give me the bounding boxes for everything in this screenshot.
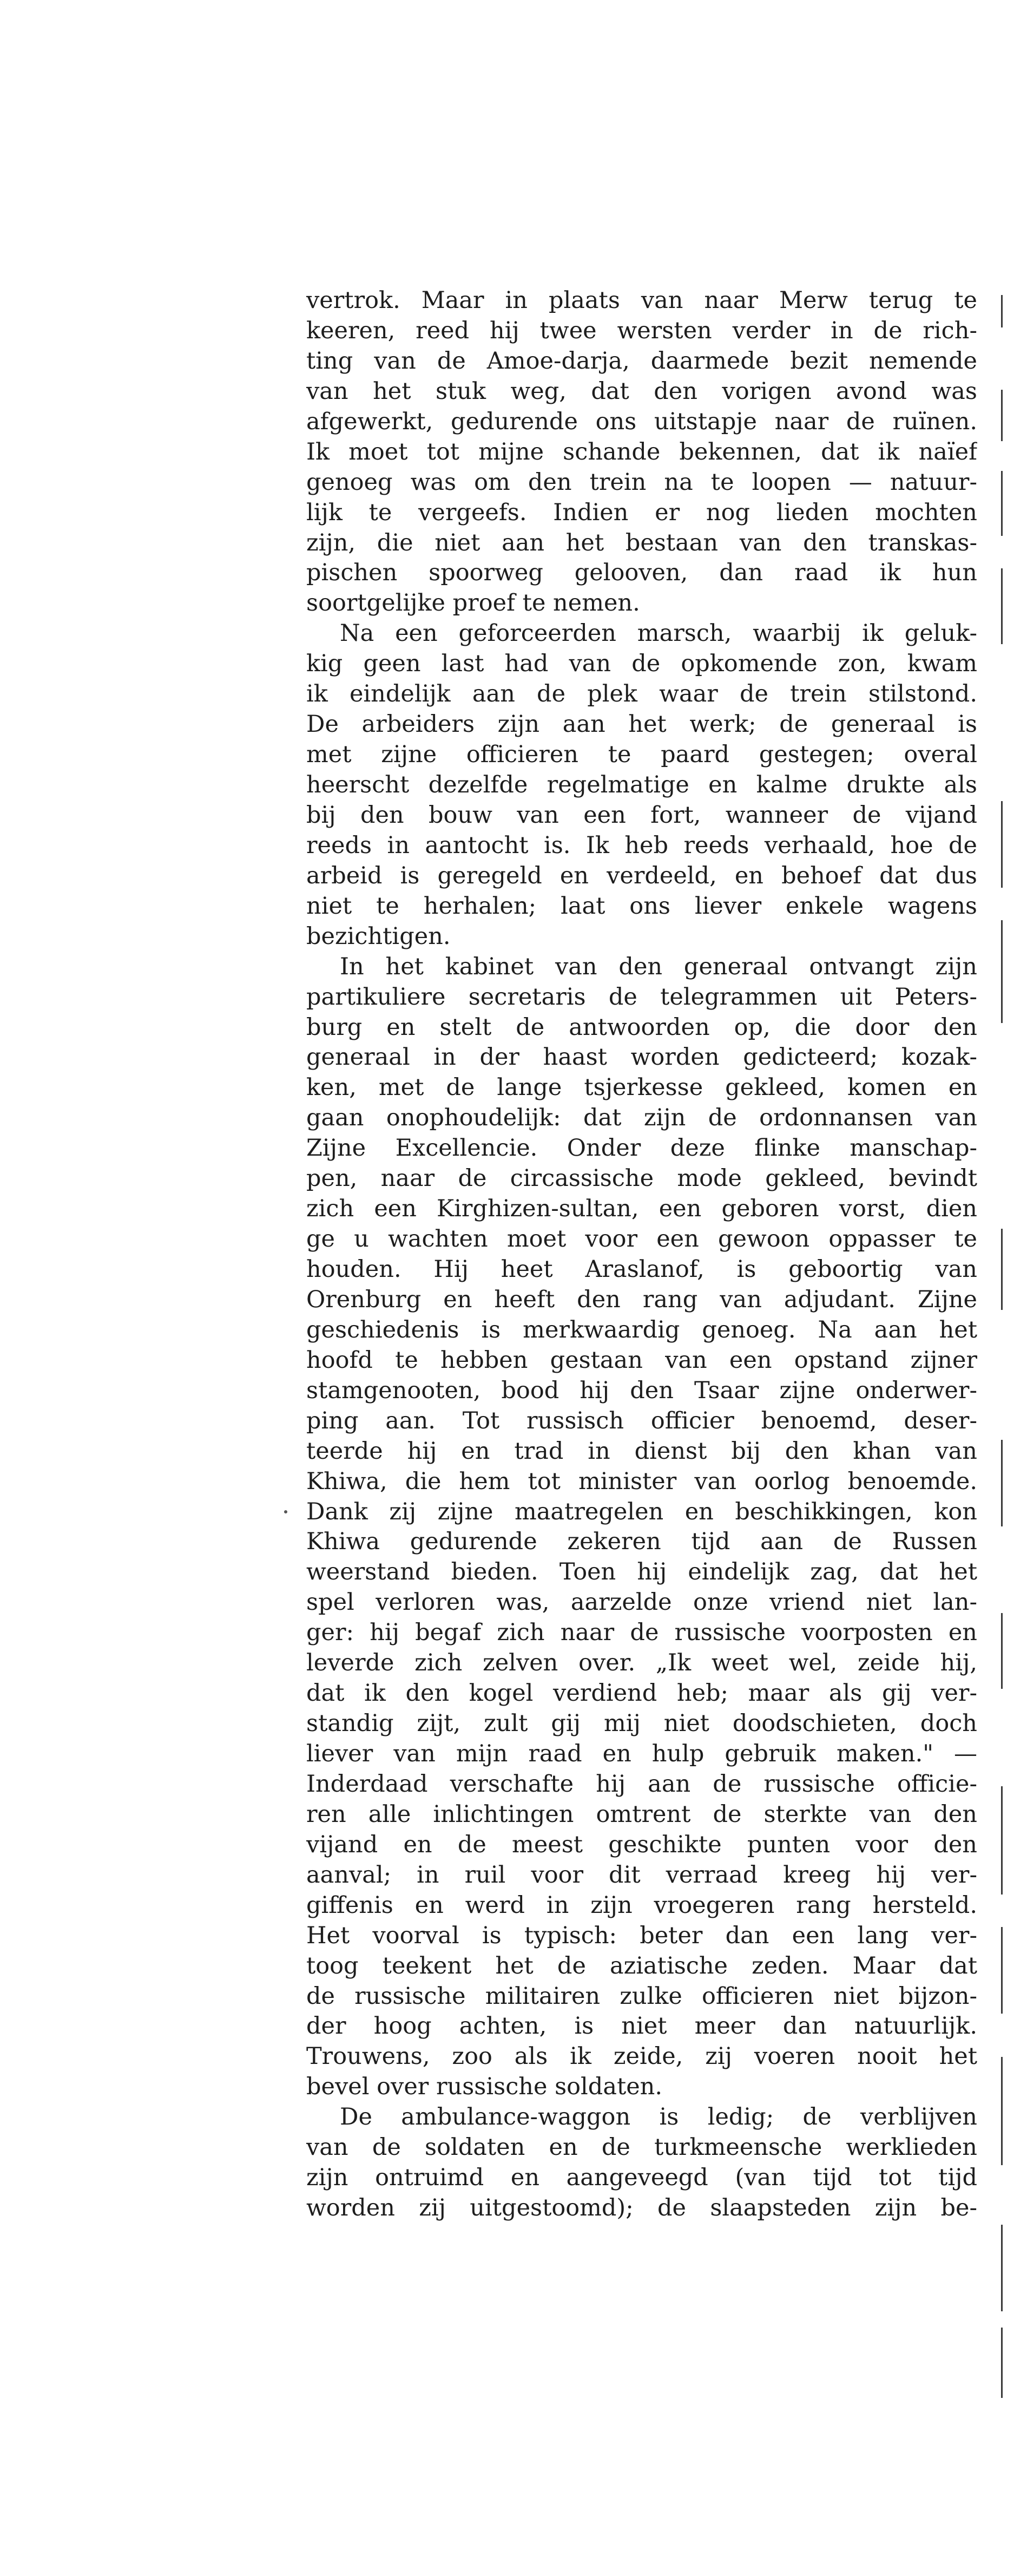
margin-mark [1001,1440,1003,1526]
text-line: Trouwens, zoo als ik zeide, zij voeren nooit het [306,2043,977,2070]
text-line: heerscht dezelfde regelmatige en kalme drukte als [306,771,977,798]
text-line: soortgelijke proef te nemen. [306,589,640,617]
text-line: standig zijt, zult gij mij niet doodschieten, doch [306,1710,977,1738]
body-text [306,285,977,2223]
text-line: De ambulance-waggon is ledig; de verblijven [340,2103,977,2131]
text-line: ik eindelijk aan de plek waar de trein stilstond. [306,680,977,708]
text-line: ken, met de lange tsjerkesse gekleed, komen en [306,1074,977,1102]
text-line: niet te herhalen; laat ons liever enkele wagens [306,892,977,920]
text-line: ren alle inlichtingen omtrent de sterkte van den [306,1800,977,1828]
text-line: weerstand bieden. Toen hij eindelijk zag, dat het [306,1558,977,1586]
text-line: spel verloren was, aarzelde onze vriend niet lan- [306,1589,977,1616]
text-line: gaan onophoudelijk: dat zijn de ordonnansen van [306,1104,977,1132]
text-line: ting van de Amoe-darja, daarmede bezit nemende [306,347,977,375]
text-line: vijand en de meest geschikte punten voor den [306,1831,977,1858]
text-line: teerde hij en trad in dienst bij den khan van [306,1437,977,1465]
text-line: zijn ontruimd en aangeveegd (van tijd tot tijd [306,2164,977,2192]
text-line: reeds in aantocht is. Ik heb reeds verhaald, hoe de [306,831,977,859]
text-line: bevel over russische soldaten. [306,2073,663,2101]
text-line: De arbeiders zijn aan het werk; de generaal is [306,711,977,738]
margin-mark [1001,568,1003,644]
text-line: houden. Hij heet Araslanof, is geboortig van [306,1256,977,1283]
ink-speck [284,1510,287,1513]
text-line: Ik moet tot mijne schande bekennen, dat ik naïef [306,438,977,466]
margin-mark [1001,471,1003,536]
margin-mark [1001,1229,1003,1310]
text-line: afgewerkt, gedurende ons uitstapje naar de ruïnen. [306,408,977,435]
text-line: In het kabinet van den generaal ontvangt zijn [340,953,977,980]
text-line: worden zij uitgestoomd); de slaapsteden zijn be- [306,2194,977,2222]
margin-mark [1001,2057,1003,2165]
text-line: Zijne Excellencie. Onder deze flinke manschap- [306,1135,977,1162]
margin-mark [1001,390,1003,441]
text-line: stamgenooten, bood hij den Tsaar zijne onderwer- [306,1377,977,1404]
text-line: aanval; in ruil voor dit verraad kreeg hij ver- [306,1861,977,1889]
text-line: bij den bouw van een fort, wanneer de vijand [306,801,977,829]
text-line: arbeid is geregeld en verdeeld, en behoef dat dus [306,862,977,889]
margin-mark [1001,2225,1003,2311]
text-line: geschiedenis is merkwaardig genoeg. Na aan het [306,1316,977,1343]
text-line: de russische militairen zulke officieren niet bijzon- [306,1982,977,2010]
margin-mark [1001,1786,1003,1895]
text-line: Na een geforceerden marsch, waarbij ik geluk- [340,620,977,647]
text-line: der hoog achten, is niet meer dan natuurlijk. [306,2013,977,2040]
text-line: van het stuk weg, dat den vorigen avond was [306,377,977,405]
text-line: hoofd te hebben gestaan van een opstand zijner [306,1346,977,1374]
text-line: met zijne officieren te paard gestegen; overal [306,741,977,769]
text-line: genoeg was om den trein na te loopen — natuur- [306,468,977,496]
margin-mark [1001,1927,1003,2014]
text-line: Dank zij zijne maatregelen en beschikkingen, kon [306,1498,977,1525]
margin-mark [1001,2328,1003,2398]
text-line: van de soldaten en de turkmeensche werklieden [306,2134,977,2161]
margin-mark [1001,295,1003,327]
text-line: Khiwa, die hem tot minister van oorlog benoemde. [306,1467,977,1495]
text-line: zijn, die niet aan het bestaan van den transkas- [306,529,977,556]
text-line: pen, naar de circassische mode gekleed, bevindt [306,1165,977,1192]
text-line: Khiwa gedurende zekeren tijd aan de Russen [306,1528,977,1556]
text-line: dat ik den kogel verdiend heb; maar als gij ver- [306,1680,977,1707]
text-line: toog teekent het de aziatische zeden. Maar dat [306,1952,977,1979]
text-line: Het voorval is typisch: beter dan een lang ver- [306,1922,977,1949]
margin-mark [1001,801,1003,888]
text-line: burg en stelt de antwoorden op, die door den [306,1013,977,1041]
text-line: Inderdaad verschafte hij aan de russische officie- [306,1770,977,1798]
text-line: zich een Kirghizen-sultan, een geboren vorst, dien [306,1195,977,1223]
text-line: generaal in der haast worden gedicteerd; kozak- [306,1044,977,1071]
margin-mark [1001,920,1003,1023]
text-line: vertrok. Maar in plaats van naar Merw terug te [306,287,977,314]
text-line: bezichtigen. [306,922,451,950]
text-line: ping aan. Tot russisch officier benoemd, deser- [306,1407,977,1434]
text-line: keeren, reed hij twee wersten verder in de rich- [306,317,977,344]
text-line: ger: hij begaf zich naar de russische voorposten en [306,1619,977,1647]
text-line: partikuliere secretaris de telegrammen uit Peters- [306,983,977,1011]
text-line: ge u wachten moet voor een gewoon oppasser te [306,1225,977,1253]
margin-mark [1001,1613,1003,1689]
text-line: giffenis en werd in zijn vroegeren rang hersteld. [306,1891,977,1919]
text-line: leverde zich zelven over. „Ik weet wel, zeide hij, [306,1649,977,1677]
text-line: Orenburg en heeft den rang van adjudant. Zijne [306,1286,977,1313]
text-line: liever van mijn raad en hulp gebruik maken." — [306,1740,977,1767]
text-line: lijk te vergeefs. Indien er nog lieden mochten [306,499,977,526]
text-line: pischen spoorweg gelooven, dan raad ik hun [306,559,977,587]
text-line: kig geen last had van de opkomende zon, kwam [306,650,977,678]
